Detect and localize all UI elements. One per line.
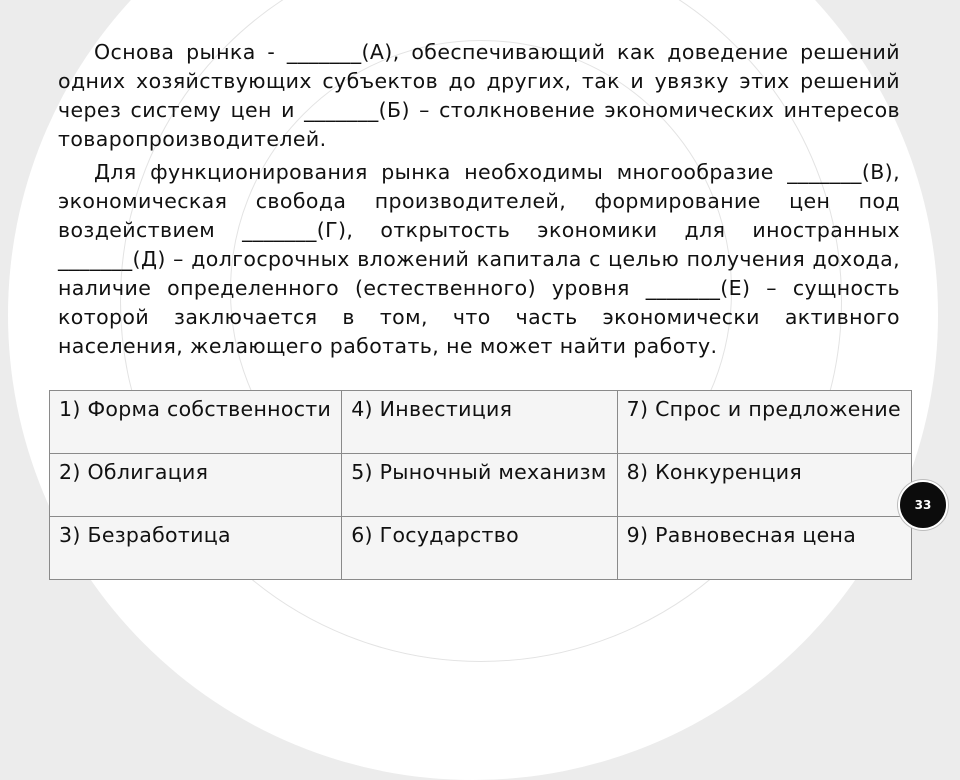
table-cell: 2) Облигация	[50, 454, 342, 517]
table-cell: 5) Рыночный механизм	[342, 454, 617, 517]
table-cell: 1) Форма собственности	[50, 391, 342, 454]
page-number-badge: 33	[898, 480, 948, 530]
answer-options-table	[49, 390, 912, 580]
table-row	[50, 517, 912, 580]
paragraph-1: Основа рынка - _______(А), обеспечивающий как доведение решений одних хозяйствующих субъектов до других, так и увязку этих решений через систему цен и _______(Б) – столкновение экономических интересов товаропроизводителей.	[58, 40, 900, 151]
task-text	[58, 38, 900, 365]
table-cell: 3) Безработица	[50, 517, 342, 580]
table-cell: 4) Инвестиция	[342, 391, 617, 454]
table-row	[50, 391, 912, 454]
table-row	[50, 454, 912, 517]
table-cell: 8) Конкуренция	[617, 454, 911, 517]
table-cell: 7) Спрос и предложение	[617, 391, 911, 454]
paragraph-2: Для функционирования рынка необходимы многообразие _______(В), экономическая свобода производителей, формирование цен под воздействием _______(Г), открытость экономики для иностранных _______(Д) – долгосрочных вложений капитала с целью получения дохода, наличие определенного (естественного) уровня _______(Е) – сущность которой заключается в том, что часть экономически активного населения, желающего работать, не может найти работу.	[58, 160, 900, 358]
table-cell: 9) Равновесная цена	[617, 517, 911, 580]
table-cell: 6) Государство	[342, 517, 617, 580]
